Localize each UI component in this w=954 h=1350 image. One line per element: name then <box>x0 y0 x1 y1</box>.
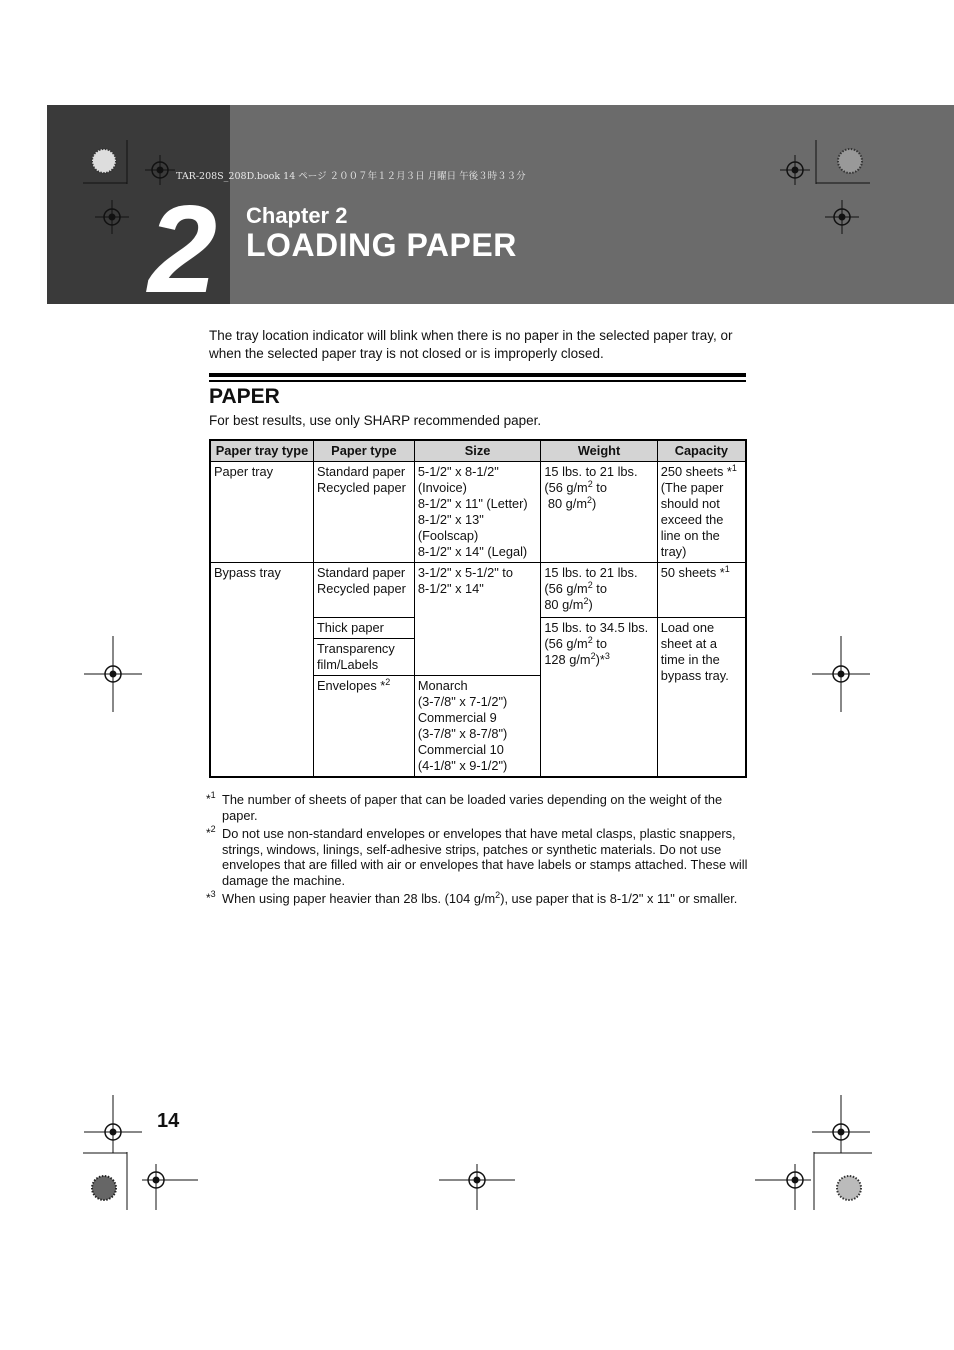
column-header: Paper tray type <box>210 440 313 462</box>
section-subtitle: For best results, use only SHARP recommended paper. <box>209 413 542 428</box>
tray-type-cell: Paper tray <box>210 462 313 563</box>
crosshair-icon <box>812 636 870 712</box>
intro-paragraph: The tray location indicator will blink when there is no paper in the selected paper tray, or when the selected paper tray is not closed or is improperly closed. <box>209 328 733 361</box>
size-cell: 5-1/2" x 8-1/2" (Invoice) 8-1/2" x 11" (Letter) 8-1/2" x 13" (Foolscap) 8-1/2" x 14" (Legal) <box>414 462 541 563</box>
chapter-label: Chapter 2 <box>246 203 348 228</box>
column-header: Capacity <box>657 440 746 462</box>
paper-type-cell: Thick paper <box>313 618 414 639</box>
section-title: PAPER <box>209 385 280 408</box>
registration-starburst-icon <box>812 1152 872 1210</box>
crosshair-icon <box>825 200 859 234</box>
tray-type-cell: Bypass tray <box>210 563 313 778</box>
table-row <box>210 462 746 563</box>
crosshair-icon <box>84 1095 142 1153</box>
weight-cell: 15 lbs. to 21 lbs. (56 $g/m^2$ to 80 $g/m^2$) <box>541 563 657 618</box>
capacity-cell: Load one sheet at a time in the bypass tray. <box>657 618 746 778</box>
paper-type-cell: Envelopes *$^2$ <box>313 676 414 778</box>
footnote: *$^3$ When using paper heavier than 28 lbs. (104 $g/m^2$), use paper that is 8-1/2" x 11" or smaller. <box>206 889 738 906</box>
size-cell: Monarch (3-7/8" x 7-1/2") Commercial 9 (3-7/8" x 8-7/8") Commercial 10 (4-1/8" x 9-1/2") <box>414 676 541 778</box>
chapter-title: LOADING PAPER <box>246 227 517 263</box>
section-rule-thin <box>209 380 746 382</box>
footnote: *$^1$ The number of sheets of paper that can be loaded varies depending on the weight of the paper. <box>206 790 723 823</box>
footnote: *$^2$ Do not use non-standard envelopes or envelopes that have metal clasps, plastic snappers, strings, windows, linings, self-adhesive strips, patches or synthetic materials. Do not use envelopes that are filled with air or envelopes that have labels or stamps attached. These will damage the machine. <box>206 824 748 888</box>
table-header-row <box>210 440 746 462</box>
footnotes <box>206 792 751 910</box>
crosshair-icon <box>145 155 175 185</box>
crosshair-icon <box>755 1164 811 1210</box>
section-rule-thick <box>209 373 746 377</box>
paper-specs-table <box>209 439 747 778</box>
crosshair-icon <box>812 1095 870 1153</box>
chapter-number: 2 <box>148 181 217 319</box>
crosshair-icon <box>84 636 142 712</box>
column-header: Size <box>414 440 541 462</box>
table-row <box>210 563 746 618</box>
page-number: 14 <box>157 1110 180 1132</box>
registration-starburst-icon <box>83 1152 129 1210</box>
crosshair-icon <box>780 155 810 185</box>
crosshair-icon <box>439 1164 515 1210</box>
paper-type-cell: Standard paper Recycled paper <box>313 563 414 618</box>
capacity-cell: 50 sheets *$^1$ <box>657 563 746 618</box>
column-header: Weight <box>541 440 657 462</box>
registration-starburst-icon <box>814 140 870 184</box>
capacity-cell: 250 sheets *$^1$ (The paper should not exceed the line on the tray) <box>657 462 746 563</box>
weight-cell: 15 lbs. to 21 lbs. (56 $g/m^2$ to 80 $g/m^2$) <box>541 462 657 563</box>
registration-starburst-icon <box>83 140 129 184</box>
size-cell: 3-1/2" x 5-1/2" to 8-1/2" x 14" <box>414 563 541 676</box>
crosshair-icon <box>95 200 129 234</box>
crosshair-icon <box>142 1164 198 1210</box>
paper-type-cell: Standard paper Recycled paper <box>313 462 414 563</box>
column-header: Paper type <box>313 440 414 462</box>
paper-type-cell: Transparency film/Labels <box>313 639 414 676</box>
print-info-line: TAR-208S_208D.book 14 ページ ２００７年１２月３日 月曜日 午後３時３３分 <box>176 171 526 182</box>
weight-cell: 15 lbs. to 34.5 lbs. (56 $g/m^2$ to 128 $g/m^2)*^3$ <box>541 618 657 778</box>
